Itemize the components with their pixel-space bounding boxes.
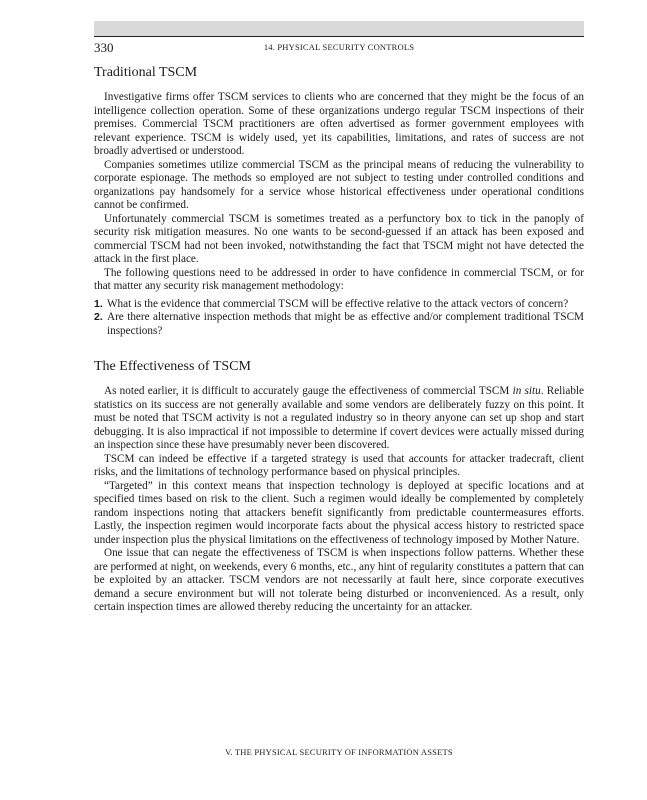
- paragraph-text: . Reliable statistics on its success are not generally available and some vendors are deliberately fuzzy on this point. It must be noted that TSCM activity is not a regulated industry so in theory anyone can set up shop and start debugging. It is also impractical if not impossible to determine if covert devices were actually missed during an inspection since these have presumably never been discovered.: [94, 385, 585, 451]
- italic-term: in situ: [512, 385, 541, 397]
- list-item-number: 2.: [94, 311, 103, 323]
- list-item-number: 1.: [94, 297, 103, 310]
- paragraph: TSCM can indeed be effective if a targeted strategy is used that accounts for attacker tradecraft, client risks, and the limitations of technology performance based on physical principles.: [94, 452, 584, 478]
- header-bar: [94, 21, 584, 37]
- paragraph: Companies sometimes utilize commercial TSCM as the principal means of reducing the vulnerability to corporate espionage. The methods so employed are not subject to testing under controlled conditions and organizations pay handsomely for a service whose historical effectiveness under operational conditions cannot be confirmed.: [94, 158, 584, 211]
- section-heading-effectiveness: The Effectiveness of TSCM: [94, 359, 251, 374]
- paragraph-text: As noted earlier, it is difficult to accurately gauge the effectiveness of commercial TSCM: [104, 385, 513, 397]
- list-item: [94, 311, 584, 338]
- page-footer: V. THE PHYSICAL SECURITY OF INFORMATION ASSETS: [225, 747, 453, 757]
- section-heading-traditional-tscm: Traditional TSCM: [94, 65, 198, 80]
- paragraph: Investigative firms offer TSCM services to clients who are concerned that they might be the focus of an intelligence collection operation. Some of these organizations undergo regular TSCM inspections of their premises. Commercial TSCM practitioners are often advertised as former government employees with relevant experience. TSCM is widely used, yet its capabilities, limitations, and rates of success are not broadly advertised or understood.: [94, 91, 584, 157]
- paragraph: [94, 385, 584, 453]
- paragraph: One issue that can negate the effectiveness of TSCM is when inspections follow patterns. Whether these are performed at night, on weekends, every 6 months, etc., any hint of regularity constitutes a pattern that can be exploited by an attacker. TSCM vendors are not necessarily at fault here, since corporate executives demand a secure environment but will not tolerate being disturbed or inconvenienced. As a result, only certain inspection times are allowed thereby reducing the uncertainty for an attacker.: [94, 547, 584, 613]
- page-number: 330: [94, 40, 114, 55]
- list-item: [94, 298, 584, 312]
- question-list: [94, 298, 584, 339]
- paragraph: Unfortunately commercial TSCM is sometimes treated as a perfunctory box to tick in the panoply of security risk mitigation measures. No one wants to be second-guessed if an attack has been exposed and commercial TSCM had not been invoked, notwithstanding the fact that TSCM might not have detected the attack in the first place.: [94, 212, 584, 265]
- list-item-text: Are there alternative inspection methods that might be as effective and/or complement traditional TSCM inspections?: [107, 311, 584, 337]
- running-head-title: 14. PHYSICAL SECURITY CONTROLS: [263, 42, 415, 52]
- page-body: [94, 64, 584, 615]
- paragraph: The following questions need to be addressed in order to have confidence in commercial TSCM, or for that matter any security risk management methodology:: [94, 266, 584, 292]
- list-item-text: What is the evidence that commercial TSCM will be effective relative to the attack vectors of concern?: [107, 297, 569, 310]
- running-header: [94, 40, 584, 56]
- paragraph: “Targeted” in this context means that inspection technology is deployed at specific locations and at specified times based on risk to the client. Such a regimen would ideally be complemented by completely random inspections noting that attackers benefit significantly from predictable countermeasures efforts. Lastly, the inspection regimen would incorporate facts about the physical access history to restricted space under inspection plus the physical limitations on the effectiveness of technology imposed by Mother Nature.: [94, 479, 584, 546]
